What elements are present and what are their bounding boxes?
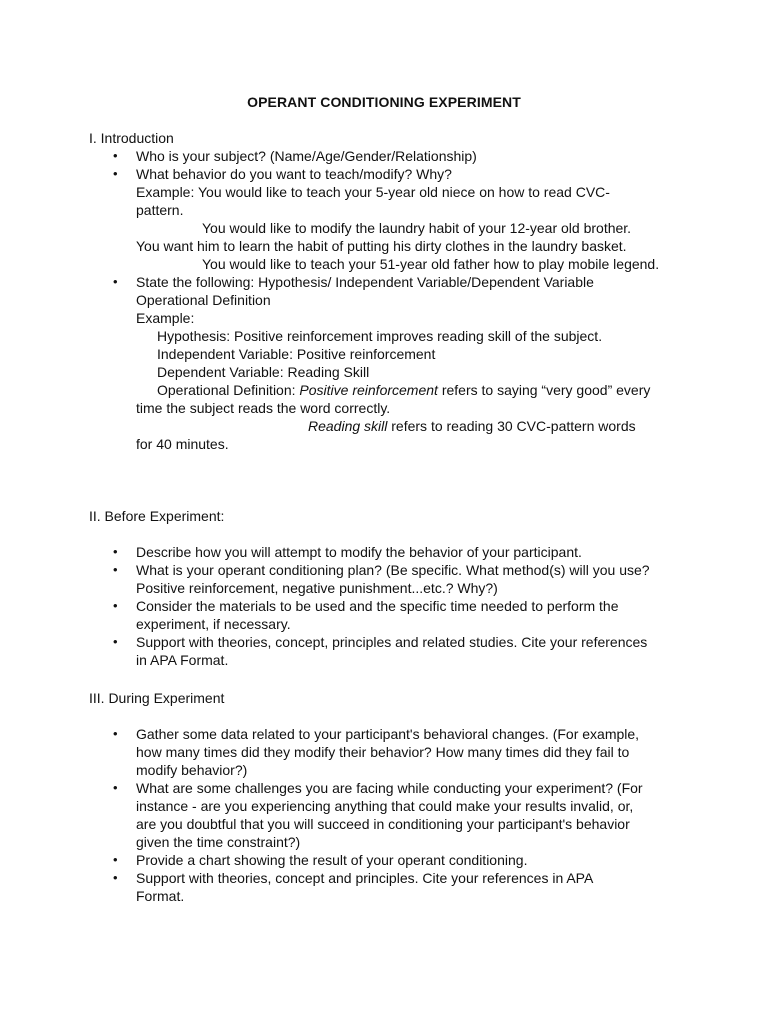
example-text: You would like to modify the laundry habit of your 12-year old brother. xyxy=(202,220,632,236)
hypothesis-text: Hypothesis: Positive reinforcement improves reading skill of the subject. xyxy=(157,328,603,344)
bullet-text: What are some challenges you are facing while conducting your experiment? (For instance - are you experiencing anything that could make your results invalid, or, are you doubtful that you will succeed in conditioning your participant's behavior given the time constraint?) xyxy=(136,780,643,850)
list-item xyxy=(0,869,616,905)
dependent-variable-text: Dependent Variable: Reading Skill xyxy=(157,364,370,380)
bullet-text: Support with theories, concept, principles and related studies. Cite your references in APA Format. xyxy=(136,634,648,668)
bullet-text: Describe how you will attempt to modify the behavior of your participant. xyxy=(136,544,582,560)
example-label: Example: xyxy=(136,310,195,326)
od-definition: refers to reading 30 CVC-pattern words xyxy=(387,418,636,434)
section-heading-before-experiment: II. Before Experiment: xyxy=(89,508,225,524)
operational-definition-text xyxy=(136,381,656,417)
bullet-text: Who is your subject? (Name/Age/Gender/Relationship) xyxy=(136,148,477,164)
bullet-text: Support with theories, concept and principles. Cite your references in APA Format. xyxy=(136,870,593,904)
list-item xyxy=(0,561,656,597)
during-experiment-list xyxy=(0,725,656,905)
list-item xyxy=(0,633,656,669)
document-title: OPERANT CONDITIONING EXPERIMENT xyxy=(247,94,521,110)
list-item xyxy=(0,779,651,851)
operational-definition-text xyxy=(136,417,656,435)
bullet-text: • State the following: Hypothesis/ Independent Variable/Dependent Variable Operational Definition xyxy=(136,274,594,308)
bullet-text: Consider the materials to be used and the specific time needed to perform the experiment, if necessary. xyxy=(136,598,619,632)
list-item xyxy=(0,725,656,779)
od-definition: refers to saying “very good” every time the subject reads the word correctly. xyxy=(136,382,651,416)
od-term-reading-skill: Reading skill xyxy=(308,418,388,434)
list-item xyxy=(0,273,656,453)
example-text: You would like to teach your 51-year old father how to play mobile legend. xyxy=(202,256,660,272)
list-item xyxy=(0,597,656,633)
list-item xyxy=(0,147,656,165)
section-heading-introduction: I. Introduction xyxy=(89,130,174,146)
section-heading-during-experiment: III. During Experiment xyxy=(89,690,225,706)
introduction-list xyxy=(0,147,660,453)
od-prefix: Operational Definition: xyxy=(157,382,300,398)
operational-definition-text: for 40 minutes. xyxy=(136,436,229,452)
list-item xyxy=(0,543,656,561)
od-term-positive-reinforcement: Positive reinforcement xyxy=(299,382,438,398)
example-text: Example: You would like to teach your 5-year old niece on how to read CVC-pattern. xyxy=(136,184,610,218)
example-text: You want him to learn the habit of putting his dirty clothes in the laundry basket. xyxy=(136,238,627,254)
bullet-text: • What behavior do you want to teach/modify? Why? xyxy=(136,166,452,182)
before-experiment-list xyxy=(0,543,656,669)
bullet-text: What is your operant conditioning plan? (Be specific. What method(s) will you use? Positive reinforcement, negative punishment...etc.? Why?) xyxy=(136,562,650,596)
bullet-text: Gather some data related to your participant's behavioral changes. (For example, how many times did they modify their behavior? How many times did they fail to modify behavior?) xyxy=(136,726,640,778)
list-item xyxy=(0,851,656,869)
list-item xyxy=(0,165,660,273)
independent-variable-text: Independent Variable: Positive reinforcement xyxy=(157,346,436,362)
bullet-text: Provide a chart showing the result of your operant conditioning. xyxy=(136,852,528,868)
